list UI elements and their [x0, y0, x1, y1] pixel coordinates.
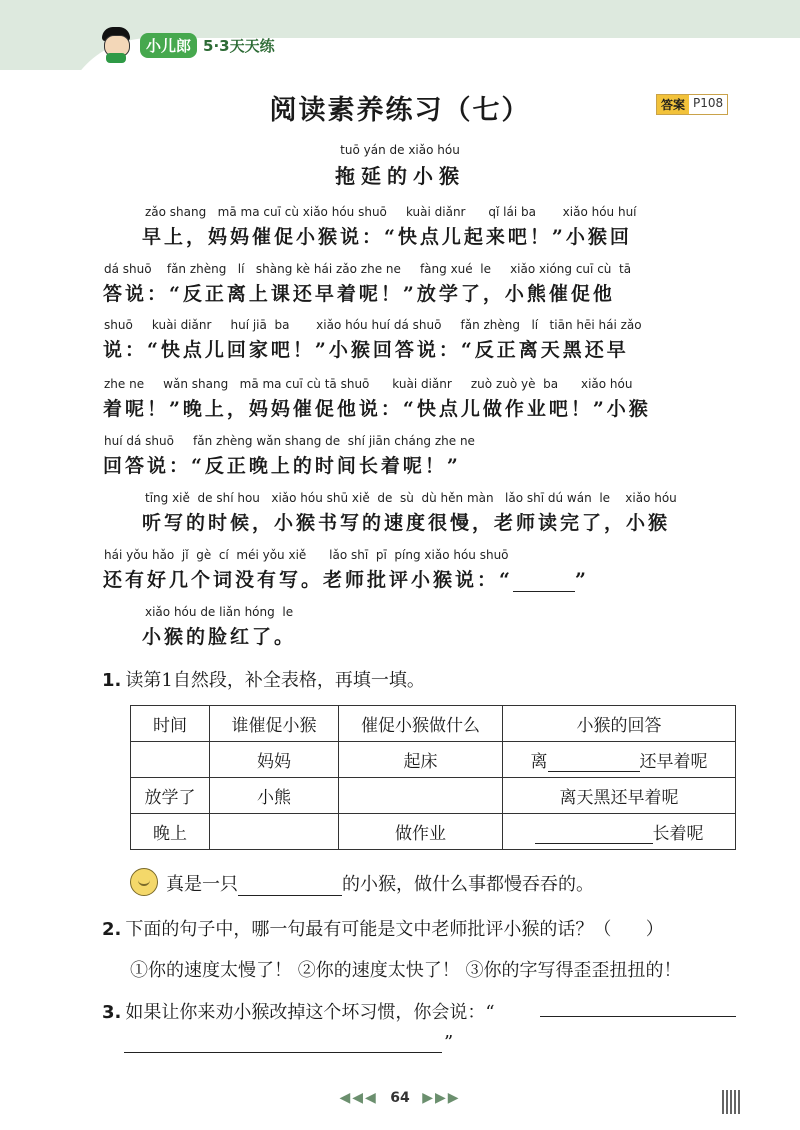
- table-header-cell: 时间: [131, 706, 210, 742]
- question-2: [102, 915, 664, 941]
- text-line-3: 说：“快点儿回家吧！”小猴回答说：“反正离天黑还早: [103, 339, 629, 361]
- text-line-7-main: 还有好几个词没有写。老师批评小猴说：“: [103, 569, 513, 591]
- question-3-text: 如果让你来劝小猴改掉这个坏习惯，你会说：“: [125, 1002, 495, 1023]
- answer-line-1[interactable]: [540, 1016, 736, 1017]
- table-cell: 晚上: [131, 814, 210, 850]
- question-2-text: 下面的句子中，哪一句最有可能是文中老师批评小猴的话？（ ）: [125, 919, 664, 940]
- question-2-options: ①你的速度太慢了！ ②你的速度太快了！ ③你的字写得歪歪扭扭的！: [130, 960, 682, 981]
- qr-code-icon: [722, 1090, 742, 1114]
- answer-post: 长着呢: [652, 824, 704, 844]
- mascot-icon: [100, 27, 134, 63]
- table-fill-blank[interactable]: [535, 825, 653, 844]
- table-header-cell: 谁催促小猴: [210, 706, 339, 742]
- question-3: [102, 998, 495, 1024]
- table-cell: 小熊: [210, 778, 339, 814]
- question-1-text: 读第1自然段，补全表格，再填一填。: [125, 670, 425, 691]
- table-cell: 做作业: [339, 814, 503, 850]
- answer-label: 答案: [657, 95, 689, 114]
- pinyin-line-7: hái yǒu hǎo jǐ gè cí méi yǒu xiě lǎo shī pī píng xiǎo hóu shuō: [104, 548, 509, 562]
- page-footer: [0, 1090, 800, 1106]
- table-row: [131, 742, 736, 778]
- table-cell: [503, 814, 736, 850]
- teacher-quote-blank[interactable]: [513, 573, 575, 592]
- text-line-6: 听写的时候，小猴书写的速度很慢，老师读完了，小猴: [142, 512, 671, 534]
- answer-line-2[interactable]: [124, 1052, 442, 1053]
- text-line-7: [103, 565, 589, 592]
- answer-page: P108: [693, 96, 724, 110]
- pinyin-line-2: dá shuō fǎn zhèng lí shàng kè hái zǎo zhe ne fàng xué le xiǎo xióng cuī cù tā: [104, 262, 632, 276]
- table-cell: 离天黑还早着呢: [503, 778, 736, 814]
- question-3-close-quote: ”: [444, 1032, 454, 1053]
- table-cell: 放学了: [131, 778, 210, 814]
- pinyin-line-5: huí dá shuō fǎn zhèng wǎn shang de shí jiān cháng zhe ne: [104, 434, 475, 448]
- text-line-8: 小猴的脸红了。: [142, 626, 297, 648]
- table-cell: [503, 742, 736, 778]
- pinyin-line-1: zǎo shang mā ma cuī cù xiǎo hóu shuō kuài diǎnr qǐ lái ba xiǎo hóu huí: [145, 205, 637, 219]
- question-1-number: 1.: [102, 670, 122, 691]
- fill-post: 的小猴，做什么事都慢吞吞的。: [342, 874, 594, 895]
- table-cell-blank[interactable]: [131, 742, 210, 778]
- answer-badge: [656, 94, 728, 115]
- table-header-row: [131, 706, 736, 742]
- table-header-cell: 催促小猴做什么: [339, 706, 503, 742]
- pinyin-line-6: tīng xiě de shí hou xiǎo hóu shū xiě de sù dù hěn màn lǎo shī dú wán le xiǎo hóu: [145, 491, 677, 505]
- brand: [100, 28, 275, 62]
- pinyin-line-3: shuō kuài diǎnr huí jiā ba xiǎo hóu huí dá shuō fǎn zhèng lí tiān hēi hái zǎo: [104, 318, 642, 332]
- text-line-7-close: ”: [574, 569, 589, 591]
- question-3-number: 3.: [102, 1002, 122, 1023]
- fill-in-sentence: [166, 870, 594, 896]
- text-line-1: 早上，妈妈催促小猴说：“快点儿起来吧！”小猴回: [142, 226, 632, 248]
- answer-post: 还早着呢: [639, 752, 708, 772]
- table-row: [131, 778, 736, 814]
- text-line-4: 着呢！”晚上，妈妈催促他说：“快点儿做作业吧！”小猴: [103, 398, 651, 420]
- story-title-pinyin: tuō yán de xiǎo hóu: [340, 143, 460, 157]
- page-number: 64: [390, 1090, 410, 1106]
- question-2-number: 2.: [102, 919, 122, 940]
- pinyin-line-4: zhe ne wǎn shang mā ma cuī cù tā shuō kuài diǎnr zuò zuò yè ba xiǎo hóu: [104, 377, 633, 391]
- pinyin-line-8: xiǎo hóu de liǎn hóng le: [145, 605, 294, 619]
- brand-text: 5·3天天练: [203, 36, 275, 55]
- story-title: 拖延的小猴: [335, 164, 465, 188]
- table-row: [131, 814, 736, 850]
- table-cell: 起床: [339, 742, 503, 778]
- fill-blank[interactable]: [238, 877, 342, 896]
- fill-pre: 真是一只: [166, 874, 238, 895]
- table-cell-blank[interactable]: [210, 814, 339, 850]
- prev-arrows-icon: ◀◀◀: [339, 1090, 378, 1106]
- thinking-face-icon: [130, 868, 158, 896]
- text-line-2: 答说：“反正离上课还早着呢！”放学了，小熊催促他: [103, 283, 615, 305]
- answer-table: [130, 705, 736, 850]
- table-header-cell: 小猴的回答: [503, 706, 736, 742]
- brand-logo: 小儿郎: [140, 33, 197, 58]
- table-cell: 妈妈: [210, 742, 339, 778]
- text-line-5: 回答说：“反正晚上的时间长着呢！”: [103, 455, 461, 477]
- answer-pre: 离: [530, 752, 548, 772]
- page-title: 阅读素养练习（七）: [269, 95, 531, 126]
- next-arrows-icon: ▶▶▶: [422, 1090, 461, 1106]
- table-cell-blank[interactable]: [339, 778, 503, 814]
- table-fill-blank[interactable]: [548, 753, 640, 772]
- question-1: [102, 666, 425, 692]
